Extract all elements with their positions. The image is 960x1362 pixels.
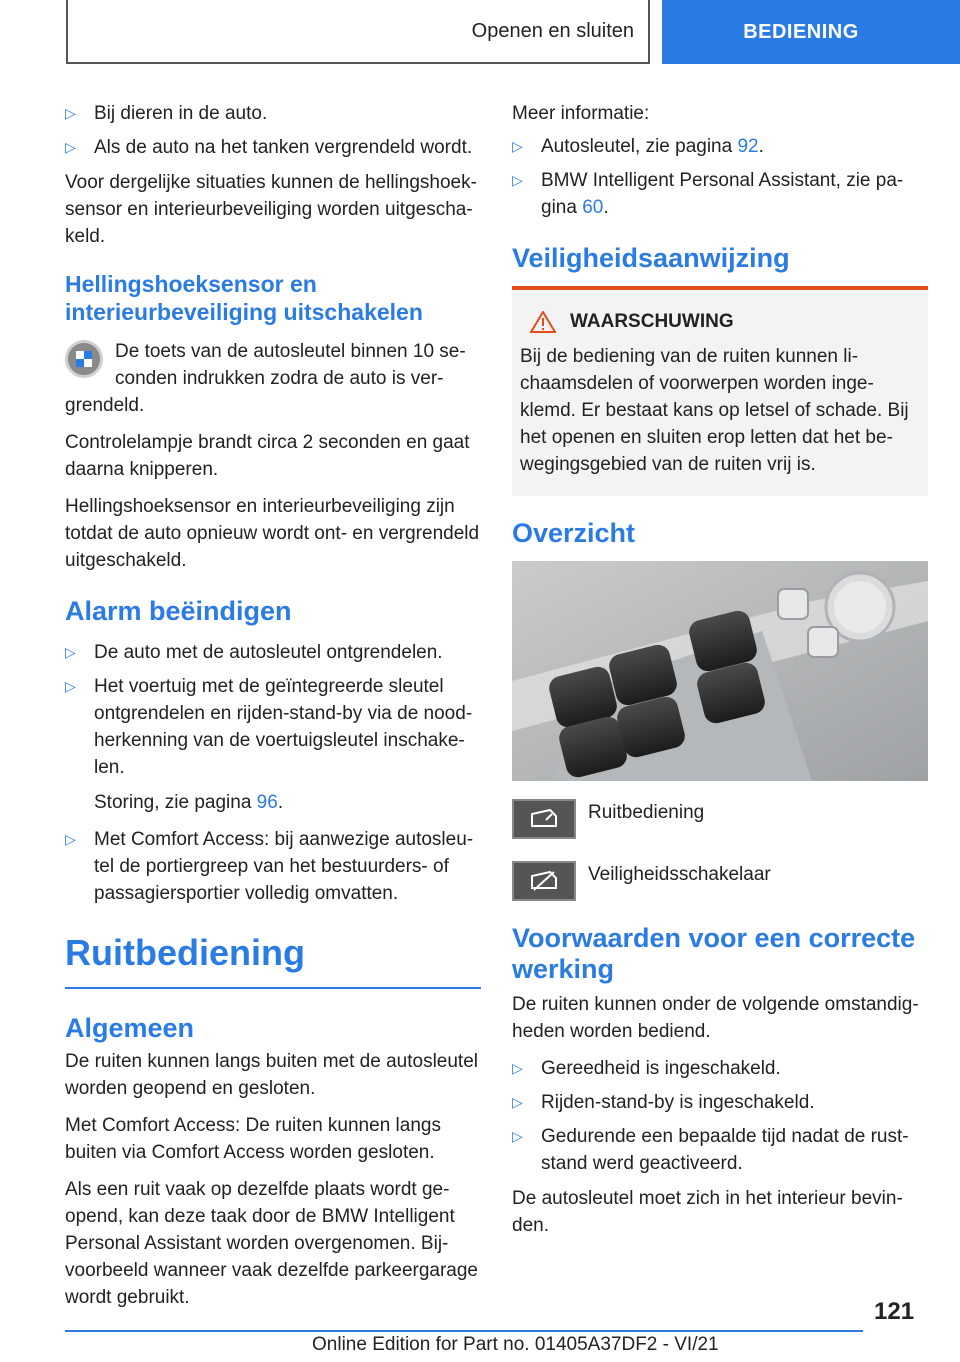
warning-triangle-icon (530, 311, 556, 333)
bullet-icon: ▷ (65, 678, 76, 694)
heading-overview: Overzicht (512, 518, 636, 548)
list-item: ▷ Als de auto na het tanken vergrendeld wordt. (65, 134, 481, 161)
bullet-list-situations (65, 100, 481, 161)
bullet-list-alarm-comfort (65, 826, 481, 907)
paragraph: Controlelampje brandt circa 2 seconden en gaat daarna knipperen. (65, 432, 470, 480)
heading-window-control: Ruitbediening (65, 933, 481, 989)
paragraph: De ruiten kunnen onder de volgende omstandigheden worden bediend. (512, 994, 919, 1042)
legend-label: Veiligheidsschakelaar (588, 864, 771, 885)
bullet-list-conditions (512, 1055, 928, 1177)
bullet-icon: ▷ (65, 831, 76, 847)
heading-general: Algemeen (65, 1013, 195, 1043)
bullet-list-alarm (65, 639, 481, 781)
bullet-icon: ▷ (65, 644, 76, 660)
heading-disable-sensors: Hellingshoeksensor en interieurbeveiliging uitschakelen (65, 271, 423, 325)
list-item: ▷ Rijden-stand-by is ingeschakeld. (512, 1089, 928, 1116)
bullet-icon: ▷ (512, 1128, 523, 1144)
left-column (65, 100, 481, 1321)
bullet-list-more-info (512, 133, 928, 221)
header-section-title: Openen en sluiten (471, 19, 634, 42)
bullet-icon: ▷ (512, 138, 523, 154)
list-item: ▷ Gedurende een bepaalde tijd nadat de ruststand werd geactiveerd. (512, 1123, 928, 1177)
list-item: ▷ Met Comfort Access: bij aanwezige autosleutel de portiergreep van het bestuurders- of passagiersportier volledig omvatten. (65, 826, 481, 907)
paragraph: Voor dergelijke situaties kunnen de hellingshoeksensor en interieurbeveiliging worden uitgeschakeld. (65, 172, 477, 247)
storing-reference: Storing, zie pagina 96. (94, 792, 284, 813)
header-chapter-title: BEDIENING (743, 20, 859, 43)
legend-label: Ruitbediening (588, 802, 705, 823)
list-item: ▷ Het voertuig met de geïntegreerde sleutel ontgrendelen en rijden-stand-by via de noodherkenning van de voertuigsleutel inschakelen. (65, 673, 481, 781)
bullet-icon: ▷ (65, 139, 76, 155)
keyfob-instruction (65, 338, 481, 419)
list-item: ▷ Gereedheid is ingeschakeld. (512, 1055, 928, 1082)
page-link-92[interactable]: 92 (737, 136, 759, 157)
warning-box (512, 286, 928, 496)
bullet-icon: ▷ (512, 1060, 523, 1076)
legend-window-control (512, 799, 928, 839)
list-item: ▷ BMW Intelligent Personal Assistant, zie pagina 60. (512, 167, 928, 221)
paragraph: De ruiten kunnen langs buiten met de autosleutel worden geopend en gesloten. (65, 1051, 478, 1099)
page-link-60[interactable]: 60 (582, 197, 604, 218)
heading-end-alarm: Alarm beëindigen (65, 596, 292, 626)
paragraph-more-info: Meer informatie: (512, 103, 650, 124)
footer-edition: Online Edition for Part no. 01405A37DF2 - VI/21 (312, 1334, 719, 1355)
paragraph: Hellingshoeksensor en interieurbeveiliging zijn totdat de auto opnieuw wordt ont- en vergrendeld uitgeschakeld. (65, 496, 480, 571)
legend-safety-switch (512, 861, 928, 901)
paragraph: Als een ruit vaak op dezelfde plaats wordt geopend, kan deze taak door de BMW Intelligent Personal Assistant worden overgenomen. Bijvoorbeeld wanneer vaak dezelfde parkeergarage wordt gebruikt. (65, 1179, 478, 1308)
paragraph: De autosleutel moet zich in het interieur bevinden. (512, 1188, 903, 1236)
right-column (512, 100, 928, 1249)
warning-title: WAARSCHUWING (520, 308, 920, 335)
safety-switch-icon (512, 861, 576, 901)
list-item: ▷ Bij dieren in de auto. (65, 100, 481, 127)
paragraph: Met Comfort Access: De ruiten kunnen langs buiten via Comfort Access worden gesloten. (65, 1115, 441, 1163)
bullet-icon: ▷ (512, 172, 523, 188)
page-number: 121 (874, 1298, 915, 1325)
list-item: ▷ Autosleutel, zie pagina 92. (512, 133, 928, 160)
window-switch-icon (512, 799, 576, 839)
footer-divider (65, 1330, 863, 1332)
running-header-section (66, 0, 650, 64)
window-switch-photo (512, 561, 928, 781)
running-header-chapter (662, 0, 960, 64)
paragraph: De toets van de autosleutel binnen 10 seconden indrukken zodra de auto is vergrendeld. (65, 341, 466, 416)
bullet-icon: ▷ (512, 1094, 523, 1110)
bullet-icon: ▷ (65, 105, 76, 121)
warning-text: Bij de bediening van de ruiten kunnen lichaamsdelen of voorwerpen worden ingeklemd. Er bestaat kans op letsel of schade. Bij het openen en sluiten erop letten dat het bewegingsgebied van de ruiten vrij is. (520, 346, 909, 475)
bmw-key-icon (65, 340, 103, 378)
heading-conditions: Voorwaarden voor een correcte werking (512, 923, 916, 984)
heading-safety: Veiligheidsaanwijzing (512, 243, 790, 273)
list-item: ▷ De auto met de autosleutel ontgrendelen. (65, 639, 481, 666)
page-link-96[interactable]: 96 (256, 792, 278, 813)
